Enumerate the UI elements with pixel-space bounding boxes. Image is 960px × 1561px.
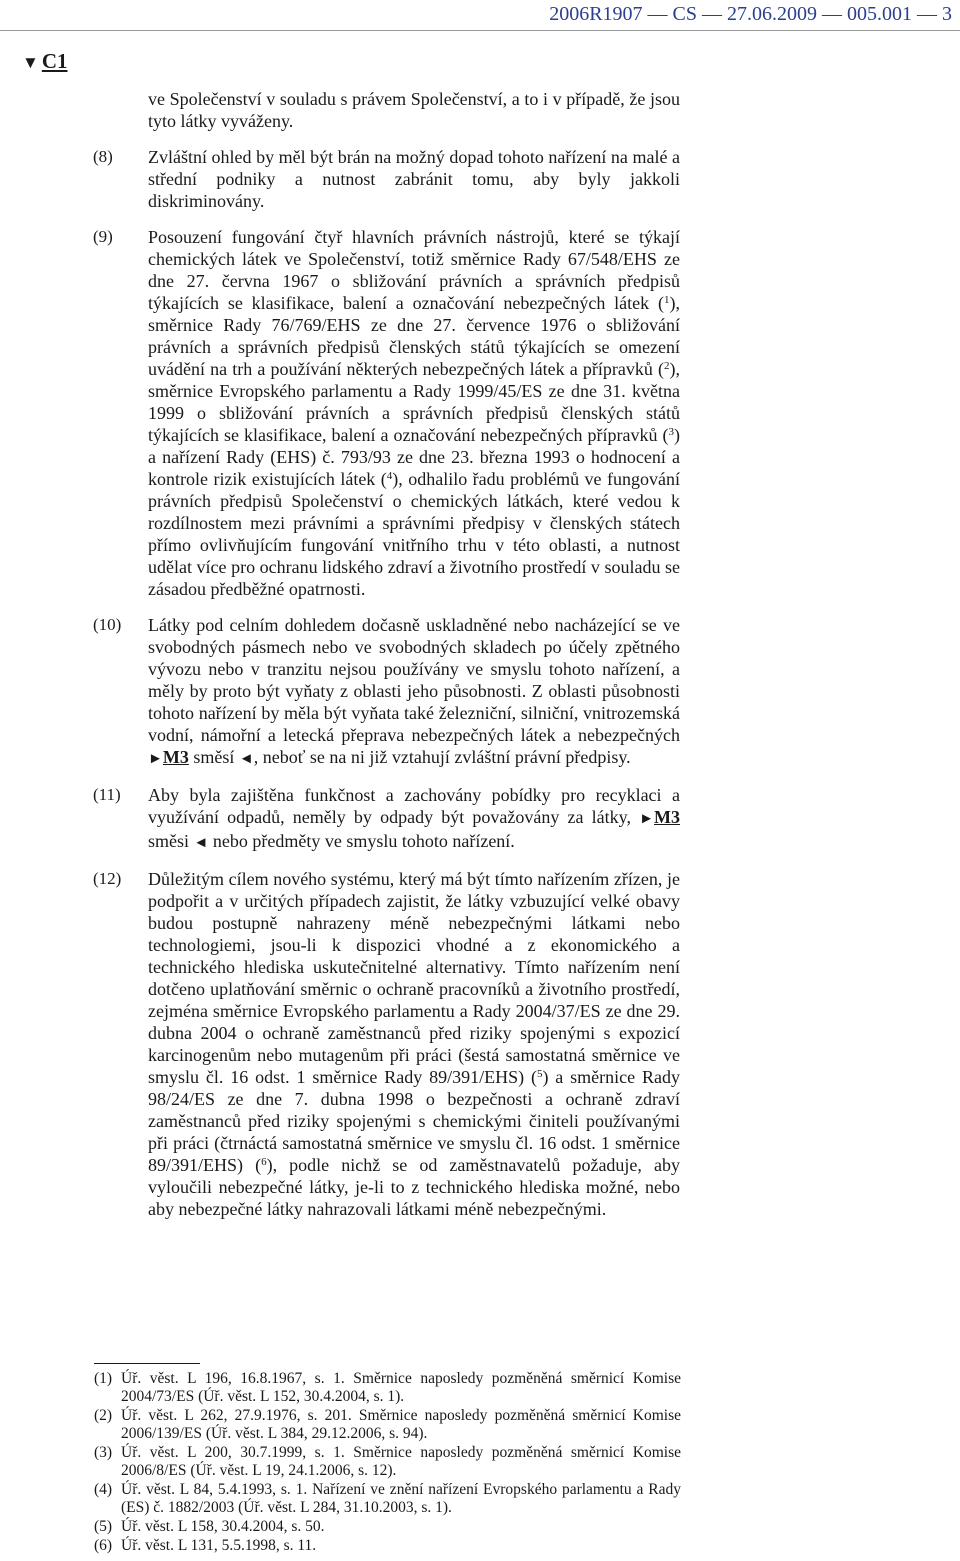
footnote-ref-5[interactable]: 5 (536, 1068, 543, 1080)
recital-10 (0, 614, 960, 770)
amendment-m3 (148, 747, 254, 767)
footnote-text: Úř. věst. L 196, 16.8.1967, s. 1. Směrnice naposledy pozměněná směrnicí Komise 2004/73/ES (Úř. věst. L 152, 30.4.2004, s. 1). (121, 1370, 681, 1405)
text-run: , neboť se na ni již vztahují zvláštní právní předpisy. (253, 747, 631, 767)
recital-number: (10) (93, 615, 122, 634)
footnote-text: Úř. věst. L 262, 27.9.1976, s. 201. Směrnice naposledy pozměněná směrnicí Komise 2006/139/ES (Úř. věst. L 384, 29.12.2006, s. 94). (121, 1407, 681, 1442)
text-run: ), podle nichž se od zaměstnavatelů požaduje, aby vyloučili nebezpečné látky, je-li to z technického hlediska možné, nebo aby nebezpečné látky nahrazovali látkami méně nebezpečnými. (148, 1155, 680, 1219)
arrow-right-icon: ► (148, 751, 163, 767)
amendment-link-m3[interactable]: M3 (654, 807, 680, 827)
consolidation-marker (22, 47, 68, 77)
footnote-text: Úř. věst. L 200, 30.7.1999, s. 1. Směrnice naposledy pozměněná směrnicí Komise 2006/8/ES (Úř. věst. L 19, 24.1.2006, s. 12). (121, 1444, 681, 1479)
text-run: nebo předměty ve smyslu tohoto nařízení. (208, 831, 515, 851)
footnote-item (0, 1481, 960, 1517)
footnotes (0, 1370, 960, 1556)
recital-text: Zvláštní ohled by měl být brán na možný dopad tohoto nařízení na malé a střední podniky a nutnost zabránit tomu, aby byly jakkoli diskriminovány. (148, 147, 680, 211)
text-run: ), odhalilo řadu problémů ve fungování právních předpisů Společenství o chemických látkách, které vedou k rozdílnostem mezi právními a správními předpisy v členských státech přímo ovlivňujícím fungování vnitřního trhu v této oblasti, a nutnost udělat více pro ochranu lidského zdraví a životního prostředí v souladu se zásadou předběžné opatrnosti. (148, 469, 680, 599)
recital-number: (9) (93, 227, 113, 246)
amendment-text: směsi (148, 831, 194, 851)
footnote-ref-1[interactable]: 1 (664, 294, 670, 306)
recital-number: (12) (93, 869, 122, 888)
text-run: Látky pod celním dohledem dočasně uskladněné nebo nacházející se ve svobodných pásmech nebo ve svobodných skladech po účely zpětného vývozu nebo v tranzitu nejsou používány ve smyslu tohoto nařízení, a měly by proto být vyňaty z oblasti jeho působnosti. Z oblasti působnosti tohoto nařízení by měla být vyňata také železniční, silniční, vnitrozemská vodní, námořní a letecká přeprava nebezpečných látek a nebezpečných (148, 615, 680, 745)
recital-text (148, 614, 680, 770)
text-run: ) a směrnice Rady 98/24/ES ze dne 7. dubna 1998 o bezpečnosti a ochraně zdraví zaměstnanců před riziky spojenými s chemickými činiteli používanými při práci (čtrnáctá samostatná směrnice ve smyslu čl. 16 odst. 1 směrnice 89/391/EHS) ( (148, 1067, 680, 1175)
amendment-link-m3[interactable]: M3 (162, 747, 189, 767)
arrow-left-icon: ◄ (238, 751, 254, 767)
recital-text (148, 784, 680, 854)
footnote-number: (3) (94, 1444, 113, 1461)
text-run: ), směrnice Rady 76/769/EHS ze dne 27. července 1976 o sbližování právních a správních předpisů členských států týkajících se omezení uvádění na trh a používání některých nebezpečných látek a přípravků ( (148, 293, 680, 379)
recital-8 (0, 146, 960, 212)
footnote-ref-3[interactable]: 3 (668, 426, 674, 438)
marker-link-c1[interactable]: C1 (41, 49, 68, 73)
arrow-right-icon: ► (639, 811, 654, 827)
footnote-item (0, 1518, 960, 1536)
recital-12 (0, 868, 960, 1220)
text-run: Posouzení fungování čtyř hlavních právních nástrojů, které se týkají chemických látek ve Společenství, totiž směrnice Rady 67/548/EHS ze dne 27. června 1967 o sbližování právních a správních předpisů týkajících se klasifikace, balení a označování nebezpečných látek ( (148, 227, 680, 313)
footnote-ref-6[interactable]: 6 (261, 1156, 267, 1168)
document-body (0, 88, 960, 1220)
footnote-text: Úř. věst. L 84, 5.4.1993, s. 1. Nařízení ve znění nařízení Evropského parlamentu a Rady (ES) č. 1882/2003 (Úř. věst. L 284, 31.10.2003, s. 1). (121, 1481, 681, 1516)
arrow-left-icon: ◄ (193, 835, 209, 851)
footnote-item (0, 1370, 960, 1406)
footnote-text: Úř. věst. L 158, 30.4.2004, s. 50. (121, 1518, 325, 1535)
footnote-ref-4[interactable]: 4 (386, 470, 393, 482)
recital-9 (0, 226, 960, 600)
text-run: Aby byla zajištěna funkčnost a zachovány pobídky pro recyklaci a využívání odpadů, neměly by odpady být považovány za látky, (148, 785, 680, 827)
recital-number: (8) (93, 147, 113, 166)
footnote-divider (94, 1363, 200, 1364)
footnote-item (0, 1407, 960, 1443)
recital-11 (0, 784, 960, 854)
recital-number: (11) (93, 785, 121, 804)
text-run: ), směrnice Evropského parlamentu a Rady 1999/45/ES ze dne 31. května 1999 o sbližování právních a správních předpisů členských států týkajících se klasifikace, balení a označování nebezpečných přípravků ( (148, 359, 680, 445)
footnote-number: (1) (94, 1370, 113, 1387)
text-run: Důležitým cílem nového systému, který má být tímto nařízením zřízen, je podpořit a v určitých případech zajistit, že látky vzbuzující velké obavy budou postupně nahrazeny méně nebezpečnými látkami nebo technologiemi, jsou-li k dispozici vhodné a z ekonomického a technického hlediska uskutečnitelné alternativy. Tímto nařízením není dotčeno uplatňování směrnic o ochraně pracovníků a životního prostředí, zejména směrnice Evropského parlamentu a Rady 2004/37/ES ze dne 29. dubna 2004 o ochraně zaměstnanců před riziky spojenými s expozicí karcinogenům nebo mutagenům při práci (šestá samostatná směrnice ve smyslu čl. 16 odst. 1 směrnice Rady 89/391/EHS) ( (148, 869, 680, 1087)
footnote-ref-2[interactable]: 2 (664, 360, 670, 372)
footnote-item (0, 1537, 960, 1555)
footnote-number: (6) (94, 1537, 113, 1554)
triangle-down-icon: ▼ (22, 53, 39, 72)
intro-paragraph: ve Společenství v souladu s právem Společenství, a to i v případě, že jsou tyto látky vyváženy. (148, 89, 680, 131)
footnote-item (0, 1444, 960, 1480)
footnote-number: (5) (94, 1518, 113, 1535)
footnote-number: (4) (94, 1481, 113, 1498)
text-run: ) a nařízení Rady (EHS) č. 793/93 ze dne 23. března 1993 o hodnocení a kontrole rizik existujících látek ( (148, 425, 680, 489)
footnote-number: (2) (94, 1407, 113, 1424)
recital-text (148, 868, 680, 1220)
amendment-text: směsí (188, 747, 239, 767)
document-reference: 2006R1907 — CS — 27.06.2009 — 005.001 — 3 (549, 3, 952, 25)
recital-text (148, 226, 680, 600)
footnote-text: Úř. věst. L 131, 5.5.1998, s. 11. (121, 1537, 317, 1554)
page-header (0, 0, 960, 31)
